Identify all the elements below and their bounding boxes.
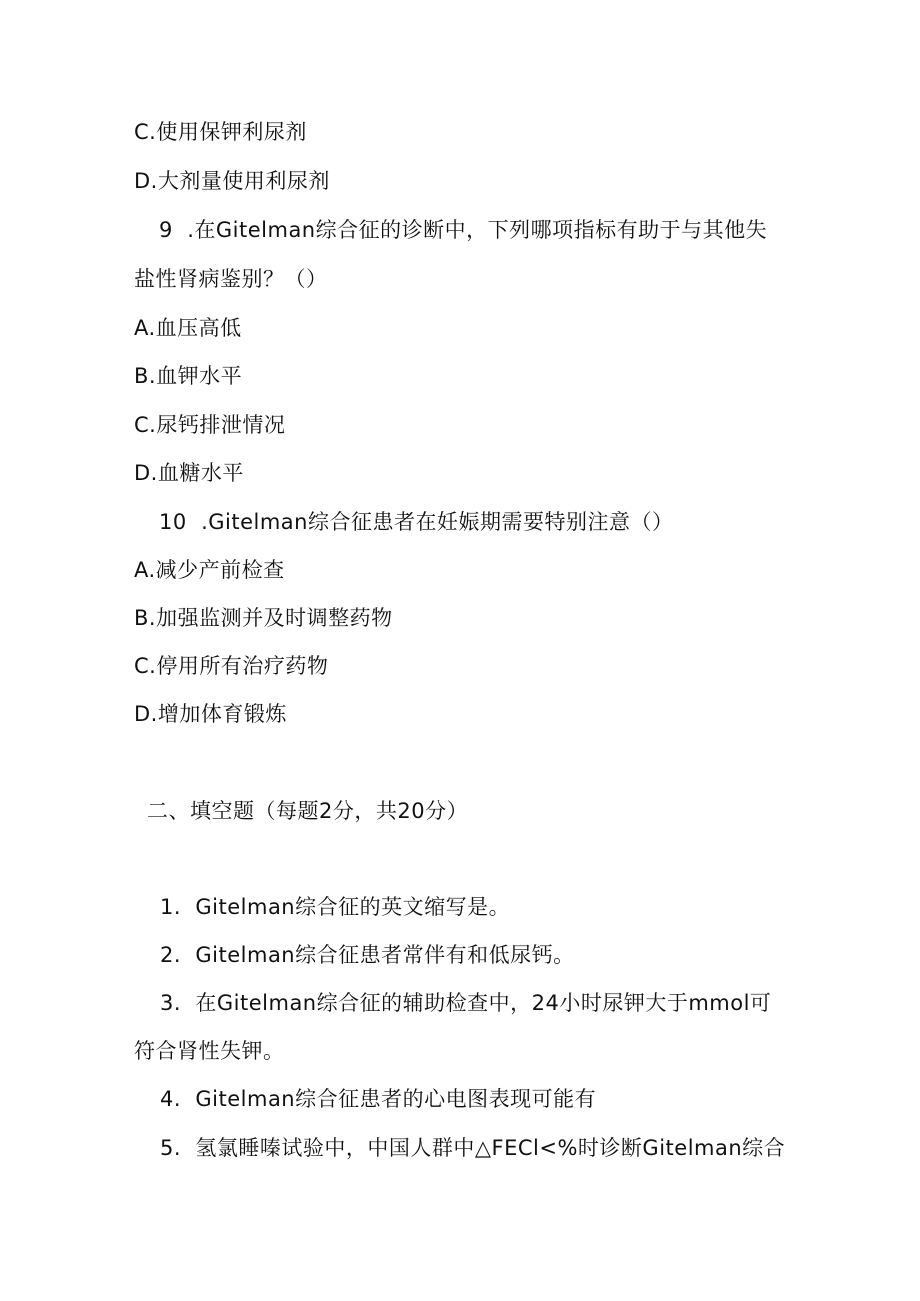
q9-stem-line1: 9 .在Gitelman综合征的诊断中，下列哪项指标有助于与其他失 <box>159 218 768 242</box>
fill-question-4: 4. Gitelman综合征患者的心电图表现可能有 <box>160 1087 597 1111</box>
q9-option-b: B.血钾水平 <box>134 364 243 388</box>
q8-option-c: C.使用保钾利尿剂 <box>134 120 307 144</box>
q10-stem: 10 .Gitelman综合征患者在妊娠期需要特别注意（） <box>159 510 674 534</box>
fill-question-5: 5. 氢氯睡嗪试验中，中国人群中△FECl<%时诊断Gitelman综合 <box>160 1136 786 1160</box>
q9-option-d: D.血糖水平 <box>134 461 244 485</box>
q9-option-a: A.血压高低 <box>134 316 242 340</box>
fill-question-3: 3. 在Gitelman综合征的辅助检查中，24小时尿钾大于mmol可 <box>160 991 772 1015</box>
q9-option-c: C.尿钙排泄情况 <box>134 413 286 437</box>
fill-question-2: 2. Gitelman综合征患者常伴有和低尿钙。 <box>160 943 575 967</box>
q10-option-d: D.增加体育锻炼 <box>134 702 287 726</box>
fill-question-3-continuation: 符合肾性失钾。 <box>134 1039 285 1063</box>
q10-option-c: C.停用所有治疗药物 <box>134 654 329 678</box>
q9-stem-line2: 盐性肾病鉴别？（） <box>134 267 328 291</box>
q10-option-a: A.减少产前检查 <box>134 558 285 582</box>
section-heading-fill-in: 二、填空题（每题2分，共20分） <box>147 799 469 823</box>
fill-question-1: 1. Gitelman综合征的英文缩写是。 <box>160 895 511 919</box>
q8-option-d: D.大剂量使用利尿剂 <box>134 169 330 193</box>
q10-option-b: B.加强监测并及时调整药物 <box>134 606 393 630</box>
